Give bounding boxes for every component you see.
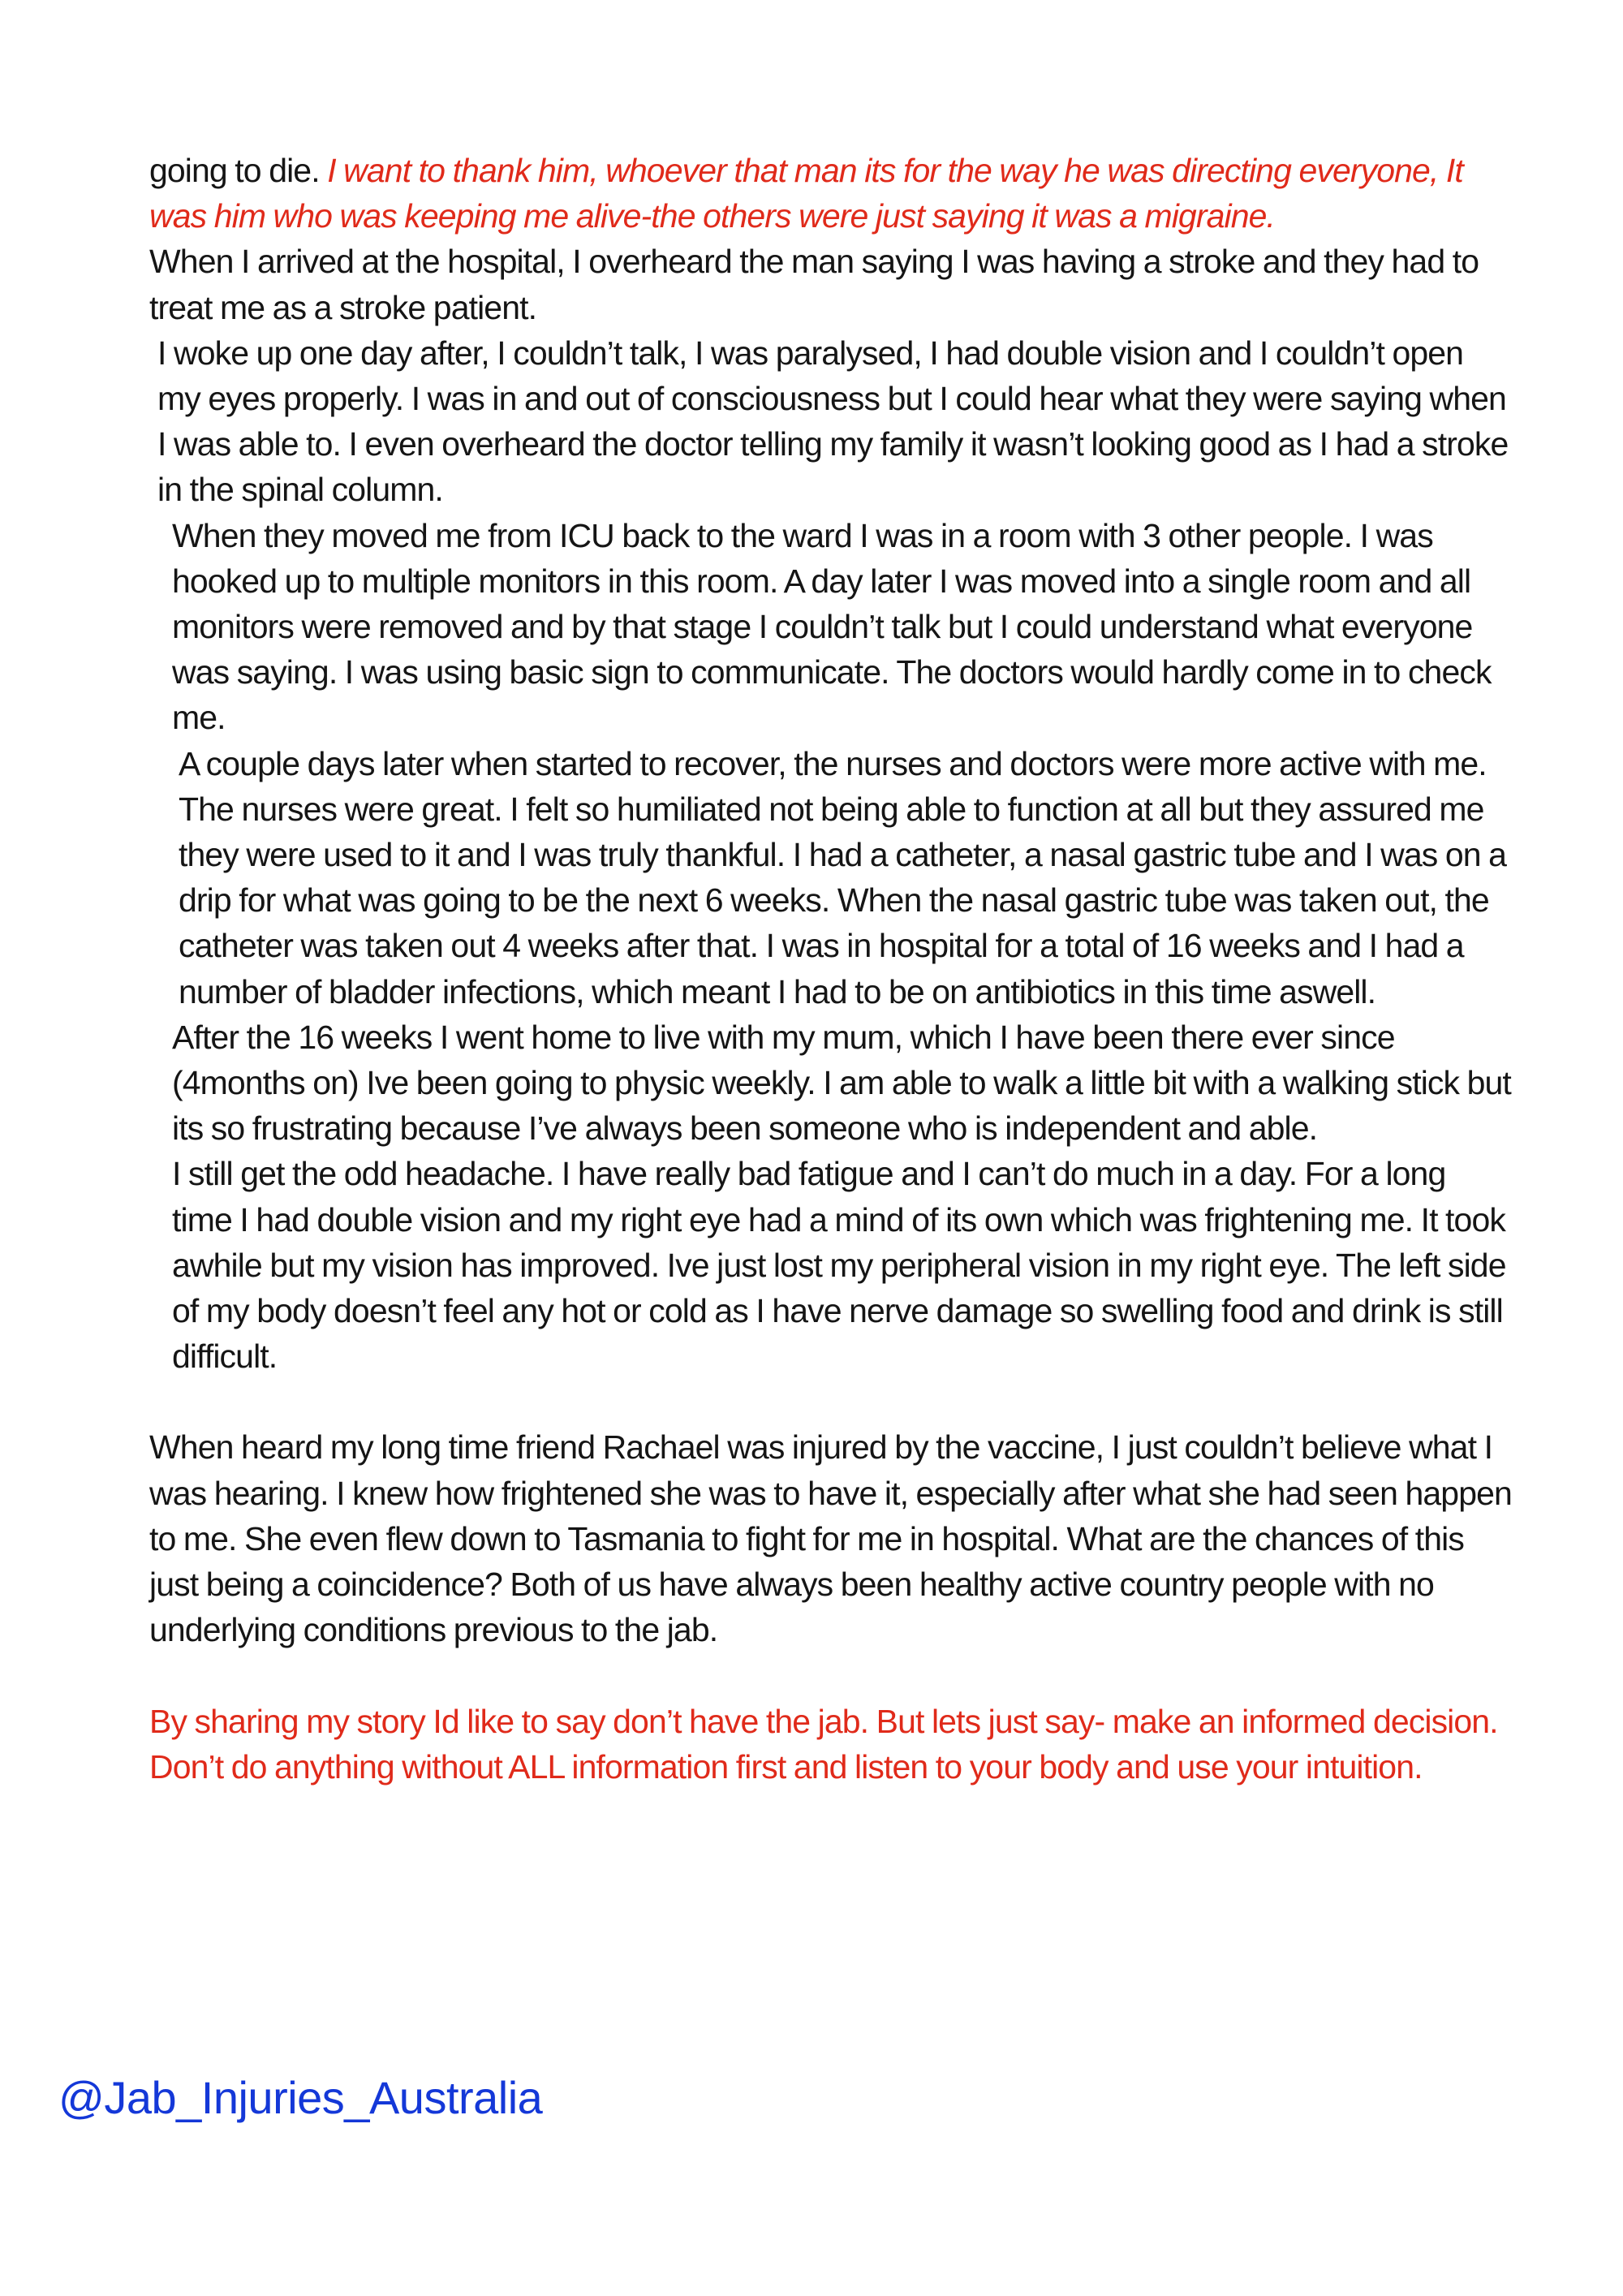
paragraph-symptoms: I still get the odd headache. I have really bad fatigue and I can’t do much in a day. For a long time I had double vision and my right eye had a mind of its own which was frightening me. It took awhile but my vision has improved. Ive just lost my peripheral vision in my right eye. The left side of my body doesn’t feel any hot or cold as I have nerve damage so swelling food and drink is still difficult. bbox=[172, 1155, 1506, 1376]
paragraph-closing-message: By sharing my story Id like to say don’t have the jab. But lets just say- make an informed decision. Don’t do anything without ALL information first and listen to your body and use your intuition. bbox=[149, 1702, 1498, 1786]
paragraph-intro bbox=[149, 148, 1513, 239]
story-body bbox=[149, 148, 1513, 1790]
paragraph-arrival: When I arrived at the hospital, I overheard the man saying I was having a stroke and they had to treat me as a stroke patient. bbox=[149, 243, 1479, 326]
paragraph-spacer bbox=[149, 1379, 1513, 1424]
paragraph-ward: When they moved me from ICU back to the ward I was in a room with 3 other people. I was hooked up to multiple monitors in this room. A day later I was moved into a single room and all monitors were removed and by that stage I couldn’t talk but I could understand what everyone was saying. I was using basic sign to communicate. The doctors would hardly come in to check me. bbox=[172, 516, 1492, 737]
paragraph-spacer bbox=[149, 1653, 1513, 1699]
paragraph-home: After the 16 weeks I went home to live with my mum, which I have been there ever since (4months on) Ive been going to physic weekly. I am able to walk a little bit with a walking stick but its so frustrating because I’ve always been someone who is independent and able. bbox=[172, 1018, 1511, 1148]
social-handle: @Jab_Injuries_Australia bbox=[58, 2072, 543, 2123]
thanks-quote: I want to thank him, whoever that man its for the way he was directing everyone, It was him who was keeping me alive-the others were just saying it was a migraine. bbox=[149, 152, 1463, 235]
paragraph-recovery: A couple days later when started to recover, the nurses and doctors were more active with me. The nurses were great. I felt so humiliated not being able to function at all but they assured me they were used to it and I was truly thankful. I had a catheter, a nasal gastric tube and I was on a drip for what was going to be the next 6 weeks. When the nasal gastric tube was taken out, the catheter was taken out 4 weeks after that. I was in hospital for a total of 16 weeks and I had a number of bladder infections, which meant I had to be on antibiotics in this time aswell. bbox=[179, 744, 1507, 1010]
paragraph-intro-lead: going to die. bbox=[149, 152, 328, 189]
paragraph-woke-up: I woke up one day after, I couldn’t talk, I was paralysed, I had double vision and I couldn’t open my eyes properly. I was in and out of consciousness but I could hear what they were saying when I was able to. I even overheard the doctor telling my family it wasn’t looking good as I had a stroke in the spinal column. bbox=[157, 334, 1509, 509]
paragraph-friend: When heard my long time friend Rachael was injured by the vaccine, I just couldn’t believe what I was hearing. I knew how frightened she was to have it, especially after what she had seen happen to me. She even flew down to Tasmania to fight for me in hospital. What are the chances of this just being a coincidence? Both of us have always been healthy active country people with no underlying conditions previous to the jab. bbox=[149, 1428, 1512, 1649]
